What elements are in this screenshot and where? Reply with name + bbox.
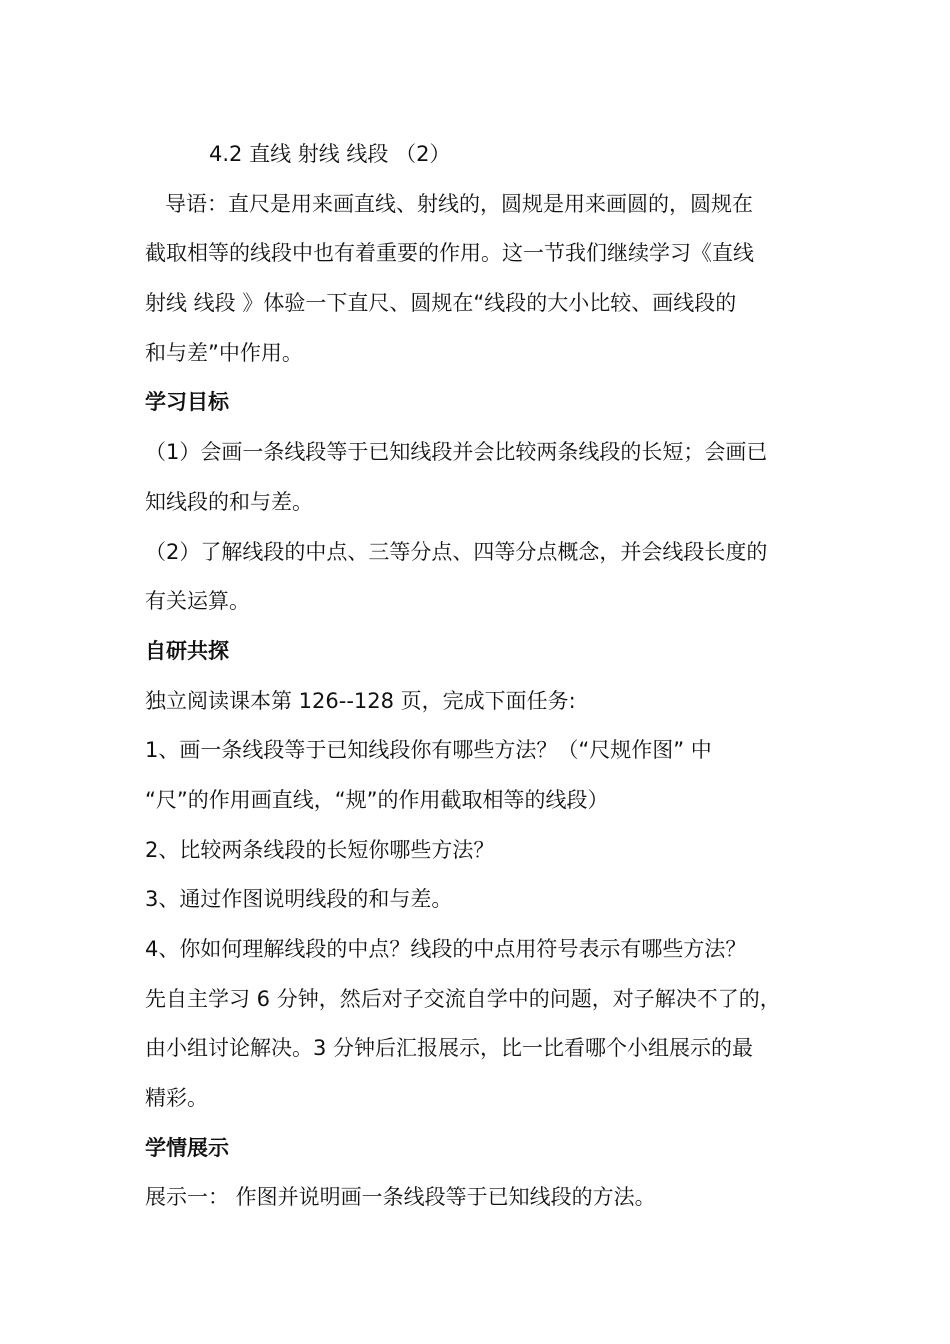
goals-line-1: （1）会画一条线段等于已知线段并会比较两条线段的长短；会画已	[145, 440, 768, 465]
intro-line-2: 截取相等的线段中也有着重要的作用。这一节我们继续学习《直线	[145, 241, 754, 266]
show-line-1: 展示一： 作图并说明画一条线段等于已知线段的方法。	[145, 1185, 656, 1210]
explore-line-9: 精彩。	[145, 1086, 208, 1111]
explore-line-2: 1、画一条线段等于已知线段你有哪些方法？（“尺规作图” 中	[145, 738, 712, 763]
goals-line-4: 有关运算。	[145, 589, 250, 614]
goals-line-3: （2）了解线段的中点、三等分点、四等分点概念，并会线段长度的	[145, 539, 768, 564]
intro-line-1: 导语：直尺是用来画直线、射线的，圆规是用来画圆的，圆规在	[165, 191, 753, 216]
goals-heading: 学习目标	[145, 390, 229, 415]
explore-line-1: 独立阅读课本第 126--128 页，完成下面任务:	[145, 688, 576, 713]
explore-line-3: “尺”的作用画直线，“规”的作用截取相等的线段）	[145, 787, 609, 812]
explore-line-5: 3、通过作图说明线段的和与差。	[145, 887, 453, 912]
intro-line-3: 射线 线段 》体验一下直尺、圆规在“线段的大小比较、画线段的	[145, 291, 737, 316]
explore-line-7: 先自主学习 6 分钟，然后对子交流自学中的问题，对子解决不了的，	[145, 986, 781, 1011]
lesson-title: 4.2 直线 射线 线段 （2）	[209, 142, 451, 166]
explore-line-8: 由小组讨论解决。3 分钟后汇报展示，比一比看哪个小组展示的最	[145, 1036, 754, 1061]
show-heading: 学情展示	[145, 1135, 229, 1160]
explore-line-6: 4、你如何理解线段的中点？线段的中点用符号表示有哪些方法？	[145, 937, 747, 961]
intro-line-4: 和与差”中作用。	[145, 340, 303, 365]
explore-line-4: 2、比较两条线段的长短你哪些方法？	[145, 837, 495, 862]
document-body	[145, 130, 825, 1223]
goals-line-2: 知线段的和与差。	[145, 489, 313, 514]
explore-heading: 自研共探	[145, 638, 229, 663]
